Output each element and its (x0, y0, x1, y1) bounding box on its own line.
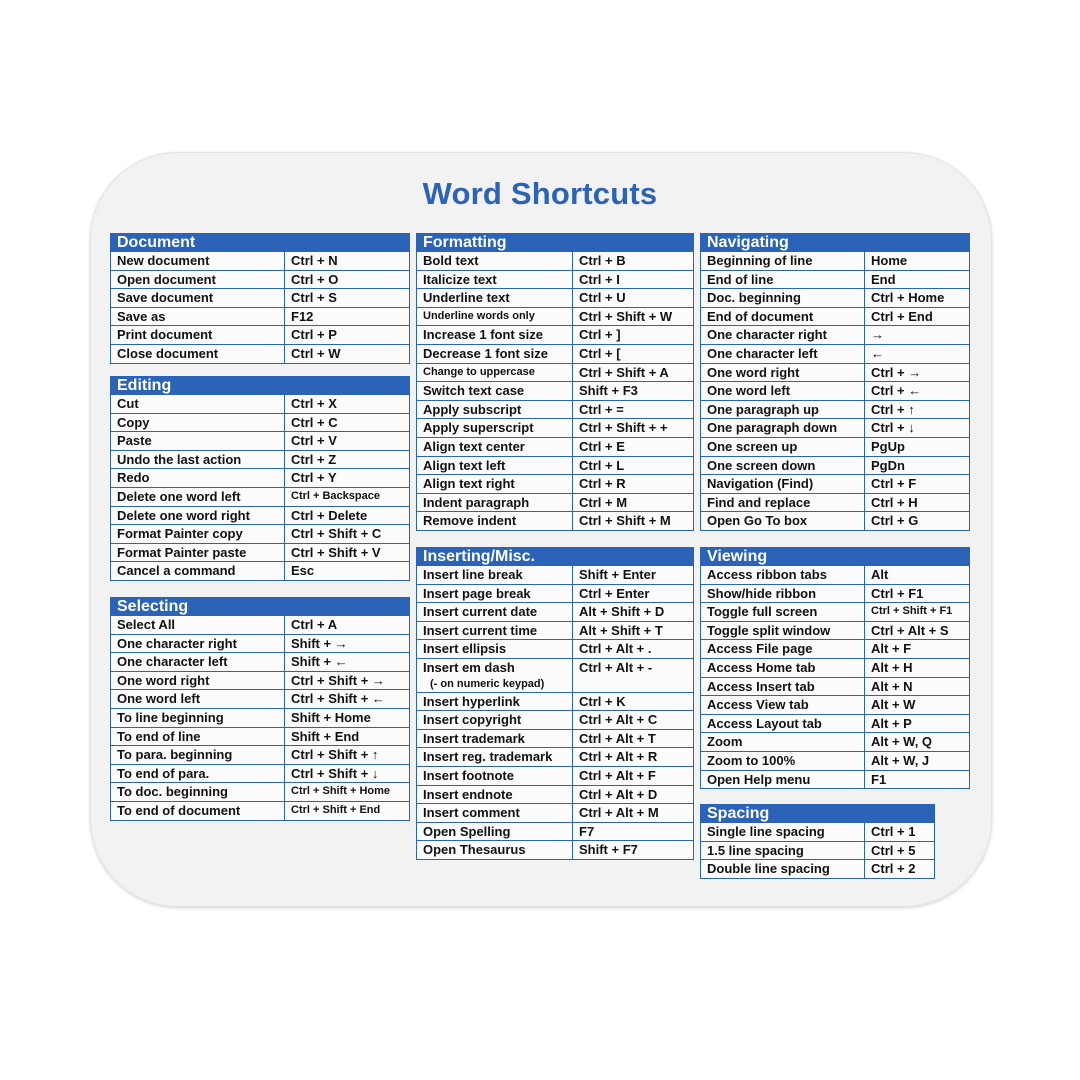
action-label: Indent paragraph (417, 494, 573, 512)
action-label: One word left (111, 690, 285, 708)
em-dash-note: (- on numeric keypad) (430, 677, 545, 690)
shortcut-table (700, 823, 935, 879)
action-label: Show/hide ribbon (701, 585, 865, 603)
shortcut-row (111, 469, 409, 488)
shortcut-keys: Ctrl + ← (871, 383, 922, 399)
shortcut-keys: Alt + Shift + D (579, 604, 665, 620)
shortcut-row (701, 438, 969, 457)
shortcut-row (701, 364, 969, 383)
action-label: Navigation (Find) (701, 475, 865, 493)
shortcut-row (701, 622, 969, 641)
shortcut-row (111, 451, 409, 470)
shortcut-row (417, 585, 693, 604)
action-label: Change to uppercase (417, 364, 573, 382)
shortcut-keys: Alt + Shift + T (579, 622, 663, 638)
shortcut-row (417, 659, 693, 693)
shortcut-keys: Ctrl + I (579, 271, 620, 287)
shortcut-keys: Ctrl + U (579, 290, 626, 306)
shortcut-row (417, 786, 693, 805)
shortcut-row (417, 326, 693, 345)
shortcut-keys: Ctrl + H (871, 494, 918, 510)
shortcut-row (111, 690, 409, 709)
action-label: Double line spacing (701, 860, 865, 878)
shortcut-row (417, 419, 693, 438)
shortcut-keys: Ctrl + Shift + A (579, 364, 669, 380)
shortcut-row (701, 860, 934, 879)
action-label: Access Layout tab (701, 715, 865, 733)
shortcut-row (701, 512, 969, 531)
action-label: To line beginning (111, 709, 285, 727)
shortcut-row (701, 823, 934, 842)
action-label: Zoom (701, 733, 865, 751)
shortcut-row (701, 640, 969, 659)
action-label: One character right (701, 326, 865, 344)
section-viewing (700, 547, 970, 789)
shortcut-keys: Shift + → (291, 635, 348, 651)
shortcut-keys: ← (871, 345, 884, 361)
action-label: One paragraph down (701, 419, 865, 437)
action-label: Access Home tab (701, 659, 865, 677)
section-title: Inserting/Misc. (416, 547, 694, 566)
shortcut-table (110, 252, 410, 364)
shortcut-row (701, 401, 969, 420)
action-label: Access View tab (701, 696, 865, 714)
shortcut-keys: Ctrl + Alt + T (579, 730, 656, 746)
shortcut-row (111, 728, 409, 747)
action-label: Single line spacing (701, 823, 865, 841)
shortcut-row (701, 696, 969, 715)
shortcut-keys: Ctrl + Shift + M (579, 513, 671, 529)
shortcut-keys: F12 (291, 308, 314, 324)
shortcut-keys: Ctrl + G (871, 513, 919, 529)
shortcut-keys: Ctrl + W (291, 345, 341, 361)
shortcut-row (111, 326, 409, 345)
shortcut-keys: Alt + F (871, 641, 912, 657)
shortcut-row (417, 438, 693, 457)
shortcut-keys: Ctrl + Alt + M (579, 805, 659, 821)
shortcut-row (111, 672, 409, 691)
shortcut-row (701, 715, 969, 734)
shortcut-table (416, 252, 694, 531)
shortcut-keys: Alt + W (871, 697, 916, 713)
shortcut-keys: Ctrl + Shift + W (579, 308, 673, 324)
shortcut-keys: Alt + N (871, 678, 913, 694)
action-label: Italicize text (417, 271, 573, 289)
shortcut-keys: Ctrl + Alt + . (579, 641, 652, 657)
action-label: Copy (111, 414, 285, 432)
section-title: Selecting (110, 597, 410, 616)
shortcut-keys: F1 (871, 771, 887, 787)
action-label: Access Insert tab (701, 678, 865, 696)
shortcut-row (111, 395, 409, 414)
action-label: Insert footnote (417, 767, 573, 785)
shortcut-row (111, 616, 409, 635)
shortcut-row (111, 765, 409, 784)
action-label: Close document (111, 345, 285, 363)
shortcut-table (700, 566, 970, 789)
shortcut-row (417, 640, 693, 659)
section-title: Formatting (416, 233, 694, 252)
action-label: Insert reg. trademark (417, 748, 573, 766)
shortcut-keys: Ctrl + Shift + F1 (871, 605, 953, 618)
shortcut-keys: Ctrl + E (579, 438, 625, 454)
shortcut-row (417, 512, 693, 531)
shortcut-keys: Alt + W, Q (871, 734, 933, 750)
action-label: Insert ellipsis (417, 640, 573, 658)
shortcut-row (111, 488, 409, 507)
shortcut-keys: → (871, 327, 884, 343)
shortcut-keys: Ctrl + Alt + S (871, 622, 949, 638)
action-label: Print document (111, 326, 285, 344)
shortcut-row (701, 771, 969, 790)
shortcut-row (701, 308, 969, 327)
shortcut-row (701, 475, 969, 494)
shortcut-keys: Shift + Enter (579, 567, 656, 582)
shortcut-keys: Ctrl + 5 (871, 842, 916, 858)
page-title: Word Shortcuts (422, 176, 658, 211)
shortcut-table (700, 252, 970, 531)
shortcut-keys: Ctrl + Alt + - (579, 659, 653, 675)
shortcut-keys: Ctrl + Delete (291, 507, 368, 523)
action-label: Insert comment (417, 804, 573, 822)
action-label: Open Spelling (417, 823, 573, 841)
action-label: Save as (111, 308, 285, 326)
shortcut-row (111, 709, 409, 728)
shortcut-keys: Ctrl + Shift + ← (291, 691, 385, 707)
shortcut-keys: Ctrl + K (579, 693, 626, 709)
shortcut-row (111, 562, 409, 581)
shortcut-keys: F7 (579, 823, 595, 839)
shortcut-row (701, 566, 969, 585)
shortcut-row (417, 401, 693, 420)
action-label: Redo (111, 469, 285, 487)
shortcut-keys: Shift + F7 (579, 842, 638, 858)
shortcut-row (417, 748, 693, 767)
shortcut-keys: Ctrl + = (579, 401, 624, 417)
action-label: Open Go To box (701, 512, 865, 530)
action-label: Toggle full screen (701, 603, 865, 621)
action-label: Apply subscript (417, 401, 573, 419)
shortcut-keys: Ctrl + Shift + C (291, 526, 382, 542)
shortcut-row (417, 841, 693, 860)
action-label: To doc. beginning (111, 783, 285, 801)
action-label: Undo the last action (111, 451, 285, 469)
action-label: Zoom to 100% (701, 752, 865, 770)
action-label: Underline text (417, 289, 573, 307)
action-label: End of line (701, 271, 865, 289)
action-label: One character left (111, 653, 285, 671)
shortcut-keys: Ctrl + N (291, 253, 338, 268)
shortcut-keys: Ctrl + Alt + D (579, 786, 658, 802)
action-label: Align text center (417, 438, 573, 456)
shortcut-keys: Ctrl + 2 (871, 861, 916, 877)
action-label: Open Help menu (701, 771, 865, 789)
shortcut-keys: Ctrl + S (291, 290, 337, 306)
action-label: Access File page (701, 640, 865, 658)
shortcut-row (417, 345, 693, 364)
shortcut-keys: Shift + End (291, 728, 360, 744)
shortcut-row (111, 507, 409, 526)
shortcut-keys: Ctrl + → (871, 364, 922, 380)
shortcut-row (417, 823, 693, 842)
section-title: Editing (110, 376, 410, 395)
shortcut-row (701, 289, 969, 308)
shortcut-row (701, 271, 969, 290)
action-label: One word left (701, 382, 865, 400)
action-label: Insert trademark (417, 730, 573, 748)
section-document (110, 233, 410, 364)
shortcut-row (417, 252, 693, 271)
action-label: One screen up (701, 438, 865, 456)
shortcut-row (701, 752, 969, 771)
action-label: Insert page break (417, 585, 573, 603)
shortcut-row (701, 659, 969, 678)
action-label: Insert em dash (- on numeric keypad) (417, 659, 573, 692)
action-label: Save document (111, 289, 285, 307)
action-label: Delete one word right (111, 507, 285, 525)
shortcut-keys: Ctrl + Shift + Home (291, 785, 391, 798)
action-label: Beginning of line (701, 252, 865, 270)
shortcut-row (111, 289, 409, 308)
shortcut-row (417, 603, 693, 622)
shortcut-row (111, 783, 409, 802)
shortcut-keys: Ctrl + ↑ (871, 401, 915, 417)
section-title: Viewing (700, 547, 970, 566)
shortcut-keys: Ctrl + ] (579, 327, 621, 343)
shortcut-row (111, 432, 409, 451)
action-label: Switch text case (417, 382, 573, 400)
section-title: Spacing (700, 804, 935, 823)
shortcut-row (701, 842, 934, 861)
action-label: Insert line break (417, 566, 573, 584)
shortcut-keys: Ctrl + Alt + R (579, 749, 658, 765)
shortcut-keys: PgUp (871, 438, 905, 454)
shortcut-keys: Ctrl + Alt + F (579, 767, 656, 783)
shortcut-keys: Ctrl + Shift + → (291, 672, 385, 688)
shortcut-row (111, 635, 409, 654)
action-label: End of document (701, 308, 865, 326)
shortcut-keys: Alt (871, 567, 889, 582)
shortcut-row (111, 308, 409, 327)
action-label: Open document (111, 271, 285, 289)
shortcut-row (111, 271, 409, 290)
action-label: To para. beginning (111, 746, 285, 764)
shortcut-keys: Ctrl + C (291, 414, 338, 430)
shortcut-keys: PgDn (871, 457, 905, 473)
action-label: Insert copyright (417, 711, 573, 729)
action-label: To end of line (111, 728, 285, 746)
shortcut-row (701, 345, 969, 364)
shortcut-keys: Ctrl + M (579, 494, 628, 510)
shortcut-keys: Alt + P (871, 715, 912, 731)
shortcut-keys: Ctrl + F (871, 476, 917, 492)
action-label: 1.5 line spacing (701, 842, 865, 860)
shortcut-row (701, 585, 969, 604)
shortcut-row (417, 767, 693, 786)
action-label: Decrease 1 font size (417, 345, 573, 363)
shortcut-keys: Ctrl + Enter (579, 585, 650, 601)
shortcut-row (417, 730, 693, 749)
shortcut-row (417, 566, 693, 585)
action-label: One character left (701, 345, 865, 363)
shortcut-keys: Ctrl + O (291, 271, 339, 287)
action-label: One paragraph up (701, 401, 865, 419)
shortcut-row (701, 603, 969, 622)
shortcut-keys: Ctrl + R (579, 476, 626, 492)
shortcut-keys: Ctrl + V (291, 433, 337, 449)
shortcut-keys: Ctrl + B (579, 253, 626, 268)
action-label: Insert hyperlink (417, 693, 573, 711)
shortcut-row (417, 475, 693, 494)
shortcut-row (111, 653, 409, 672)
shortcut-keys: Alt + W, J (871, 752, 930, 768)
shortcut-table (110, 395, 410, 581)
shortcut-row (417, 494, 693, 513)
action-label: Align text right (417, 475, 573, 493)
shortcut-keys: Shift + F3 (579, 383, 638, 399)
action-label: Apply superscript (417, 419, 573, 437)
shortcut-row (701, 678, 969, 697)
shortcut-keys: Ctrl + A (291, 617, 338, 632)
shortcut-keys: Alt + H (871, 659, 913, 675)
section-inserting (416, 547, 694, 860)
action-label: Access ribbon tabs (701, 566, 865, 584)
shortcut-keys: Ctrl + 1 (871, 824, 916, 839)
shortcut-keys: Ctrl + Shift + ↑ (291, 747, 379, 763)
shortcut-row (111, 414, 409, 433)
shortcut-keys: Ctrl + Z (291, 451, 337, 467)
shortcut-row (417, 308, 693, 327)
action-label: Insert current date (417, 603, 573, 621)
shortcut-row (701, 419, 969, 438)
shortcut-keys: Shift + Home (291, 709, 371, 725)
section-spacing (700, 804, 935, 879)
section-selecting (110, 597, 410, 821)
action-label: New document (111, 252, 285, 270)
shortcut-row (417, 622, 693, 641)
shortcut-row (701, 494, 969, 513)
shortcut-row (417, 693, 693, 712)
action-label: One word right (111, 672, 285, 690)
shortcut-row (701, 457, 969, 476)
shortcut-row (417, 271, 693, 290)
shortcut-keys: Ctrl + X (291, 396, 337, 411)
shortcut-keys: Ctrl + [ (579, 345, 621, 361)
shortcut-keys: Esc (291, 563, 315, 579)
action-label: Insert current time (417, 622, 573, 640)
action-label: To end of document (111, 802, 285, 820)
action-label: Open Thesaurus (417, 841, 573, 859)
shortcut-table (416, 566, 694, 860)
section-title: Document (110, 233, 410, 252)
shortcut-row (417, 804, 693, 823)
action-label: Increase 1 font size (417, 326, 573, 344)
action-label: Delete one word left (111, 488, 285, 506)
section-navigating (700, 233, 970, 531)
shortcut-table (110, 616, 410, 821)
shortcut-keys: Home (871, 253, 908, 268)
shortcut-keys: Ctrl + ↓ (871, 420, 915, 436)
shortcut-row (701, 326, 969, 345)
action-label: Find and replace (701, 494, 865, 512)
section-editing (110, 376, 410, 581)
action-label: Underline words only (417, 308, 573, 326)
action-label: Align text left (417, 457, 573, 475)
action-label: Insert endnote (417, 786, 573, 804)
shortcut-row (111, 525, 409, 544)
action-label: Cut (111, 395, 285, 413)
shortcut-row (417, 711, 693, 730)
shortcut-row (417, 364, 693, 383)
action-label: Bold text (417, 252, 573, 270)
shortcut-row (417, 382, 693, 401)
shortcut-keys: Ctrl + F1 (871, 585, 924, 601)
section-formatting (416, 233, 694, 531)
action-label: One character right (111, 635, 285, 653)
shortcut-keys: Shift + ← (291, 654, 348, 670)
action-label: Format Painter paste (111, 544, 285, 562)
shortcut-row (417, 289, 693, 308)
shortcut-keys: Ctrl + Shift + ↓ (291, 765, 379, 781)
shortcut-keys: Ctrl + Shift + End (291, 803, 381, 816)
action-label: Doc. beginning (701, 289, 865, 307)
shortcut-row (111, 252, 409, 271)
shortcut-keys: End (871, 271, 896, 287)
action-label: Select All (111, 616, 285, 634)
shortcut-row (701, 382, 969, 401)
action-label: One screen down (701, 457, 865, 475)
action-label: Cancel a command (111, 562, 285, 580)
shortcut-row (111, 544, 409, 563)
shortcut-row (701, 733, 969, 752)
shortcut-keys: Ctrl + Home (871, 290, 945, 306)
action-label: One word right (701, 364, 865, 382)
action-label: Toggle split window (701, 622, 865, 640)
shortcut-keys: Ctrl + End (871, 308, 933, 324)
shortcut-keys: Ctrl + Shift + + (579, 420, 668, 436)
shortcut-row (111, 345, 409, 364)
shortcut-keys: Ctrl + Shift + V (291, 544, 381, 560)
shortcut-keys: Ctrl + Alt + C (579, 712, 658, 728)
action-label: To end of para. (111, 765, 285, 783)
shortcut-row (701, 252, 969, 271)
shortcut-keys: Ctrl + P (291, 327, 337, 343)
shortcut-keys: Ctrl + L (579, 457, 625, 473)
shortcut-keys: Ctrl + Y (291, 470, 337, 486)
action-label: Paste (111, 432, 285, 450)
action-label: Remove indent (417, 512, 573, 530)
shortcut-keys: Ctrl + Backspace (291, 489, 380, 502)
action-label: Format Painter copy (111, 525, 285, 543)
shortcut-row (111, 802, 409, 821)
shortcut-row (111, 746, 409, 765)
section-title: Navigating (700, 233, 970, 252)
shortcut-row (417, 457, 693, 476)
